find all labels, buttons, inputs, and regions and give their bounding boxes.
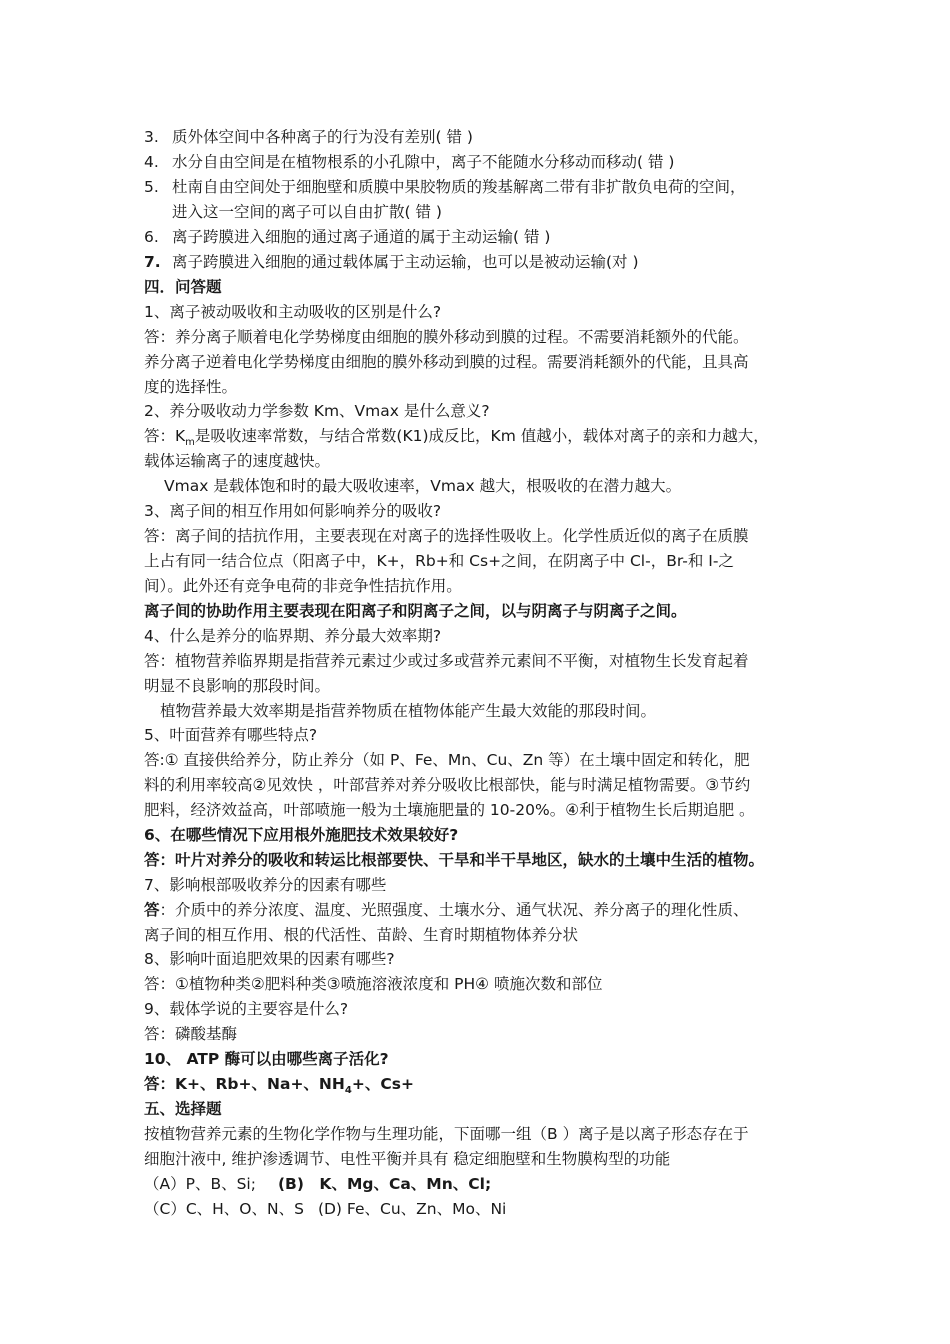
- mc-options-row-2: [144, 1198, 506, 1220]
- tf-item-4: [144, 151, 674, 173]
- answer-1-line-1: 答：养分离子顺着电化学势梯度由细胞的膜外移动到膜的过程。不需要消耗额外的代能。: [144, 328, 749, 346]
- answer-3-line-1: 答：离子间的拮抗作用，主要表现在对离子的选择性吸收上。化学性质近似的离子在质膜: [144, 527, 749, 545]
- item-text: 水分自由空间是在植物根系的小孔隙中，离子不能随水分移动而移动( 错 ): [172, 153, 675, 171]
- subscript-4: 4: [344, 1085, 352, 1097]
- answer-1-line-2: 养分离子逆着电化学势梯度由细胞的膜外移动到膜的过程。需要消耗额外的代能，且具高: [144, 353, 749, 371]
- answer-7-rest: ：介质中的养分浓度、温度、光照强度、土壤水分、通气状况、养分离子的理化性质、: [159, 901, 749, 919]
- answer-9: 答：磷酸基酶: [144, 1025, 238, 1043]
- question-9: 9、载体学说的主要容是什么?: [144, 1000, 349, 1018]
- answer-7-line-2: 离子间的相互作用、根的代活性、苗龄、生育时期植物体养分状: [144, 926, 579, 944]
- section-heading-mc: 五、选择题: [144, 1100, 222, 1118]
- mc-stem-line-2: 细胞汁液中, 维护渗透调节、电性平衡并具有 稳定细胞壁和生物膜构型的功能: [144, 1150, 671, 1168]
- subscript-m: m: [185, 437, 195, 449]
- tf-item-7: [144, 251, 639, 273]
- question-3: 3、离子间的相互作用如何影响养分的吸收?: [144, 502, 442, 520]
- answer-2-rest: 是吸收速率常数，与结合常数(K1)成反比，Km 值越小，载体对离子的亲和力越大，: [194, 427, 769, 445]
- answer-10-rest: +、Cs+: [351, 1075, 414, 1093]
- answer-2-line-2: 载体运输离子的速度越快。: [144, 452, 331, 470]
- item-number: 3.: [144, 128, 159, 146]
- item-number: 4.: [144, 153, 159, 171]
- mc-stem-line-1: 按植物营养元素的生物化学作物与生理功能，下面哪一组（B ）离子是以离子形态存在于: [144, 1125, 749, 1143]
- question-8: 8、影响叶面追肥效果的因素有哪些?: [144, 950, 395, 968]
- answer-3-bold-line: 离子间的协助作用主要表现在阳离子和阴离子之间，以与阴离子与阴离子之间。: [144, 602, 687, 620]
- item-text: 质外体空间中各种离子的行为没有差别( 错 ): [172, 128, 473, 146]
- answer-7-line-1: [144, 899, 749, 921]
- section-heading-qa: 四．问答题: [144, 278, 222, 296]
- tf-item-5: [144, 176, 746, 198]
- answer-5-line-2: 料的利用率较高②见效快 ，叶部营养对养分吸收比根部快，能与时满足植物需要。③节约: [144, 776, 751, 794]
- option-b: (B) K、Mg、Ca、Mn、Cl;: [277, 1175, 492, 1193]
- answer-8: 答：①植物种类②肥料种类③喷施溶液浓度和 PH④ 喷施次数和部位: [144, 975, 603, 993]
- answer-3-line-3: 间）。此外还有竞争电荷的非竞争性拮抗作用。: [144, 577, 462, 595]
- answer-2-prefix: 答：K: [144, 427, 186, 445]
- answer-1-line-3: 度的选择性。: [144, 378, 238, 396]
- answer-3-line-2: 上占有同一结合位点（阳离子中，K+，Rb+和 Cs+之间，在阴离子中 Cl-，Br-和 I-之: [144, 552, 734, 570]
- tf-item-3: [144, 126, 473, 148]
- question-1: 1、离子被动吸收和主动吸收的区别是什么?: [144, 303, 442, 321]
- tf-item-6: [144, 226, 550, 248]
- question-5: 5、叶面营养有哪些特点?: [144, 726, 318, 744]
- tf-item-5-continued: 进入这一空间的离子可以自由扩散( 错 ): [172, 203, 442, 221]
- question-6: 6、在哪些情况下应用根外施肥技术效果较好?: [144, 826, 459, 844]
- answer-5-line-1: 答:① 直接供给养分，防止养分（如 P、Fe、Mn、Cu、Zn 等）在土壤中固定和转化，肥: [144, 751, 750, 769]
- option-c: （C）C、H、O、N、S: [144, 1200, 304, 1218]
- question-4: 4、什么是养分的临界期、养分最大效率期?: [144, 627, 442, 645]
- item-text: 离子跨膜进入细胞的通过离子通道的属于主动运输( 错 ): [172, 228, 551, 246]
- question-10: 10、 ATP 酶可以由哪些离子活化?: [144, 1050, 389, 1068]
- question-2: 2、养分吸收动力学参数 Km、Vmax 是什么意义?: [144, 402, 490, 420]
- answer-2-line-3: Vmax 是载体饱和时的最大吸收速率，Vmax 越大，根吸收的在潜力越大。: [164, 477, 682, 495]
- answer-5-line-3: 肥料，经济效益高，叶部喷施一般为土壤施肥量的 10-20%。④利于植物生长后期追肥 。: [144, 801, 755, 819]
- option-a: （A）P、B、Si;: [144, 1175, 256, 1193]
- answer-4-line-3: 植物营养最大效率期是指营养物质在植物体能产生最大效能的那段时间。: [160, 702, 657, 720]
- answer-6: 答：叶片对养分的吸收和转运比根部要快、干旱和半干旱地区，缺水的土壤中生活的植物。: [144, 851, 765, 869]
- question-7: 7、影响根部吸收养分的因素有哪些: [144, 876, 387, 894]
- mc-options-row-1: [144, 1173, 491, 1195]
- answer-10-prefix: 答：K+、Rb+、Na+、NH: [144, 1075, 345, 1093]
- item-number: 5.: [144, 178, 159, 196]
- answer-7-prefix: 答: [144, 901, 160, 919]
- item-text: 杜南自由空间处于细胞壁和质膜中果胶物质的羧基解离二带有非扩散负电荷的空间，: [172, 178, 746, 196]
- option-d: (D) Fe、Cu、Zn、Mo、Ni: [317, 1200, 507, 1218]
- item-number: 7.: [144, 253, 161, 271]
- answer-4-line-2: 明显不良影响的那段时间。: [144, 677, 331, 695]
- item-number: 6.: [144, 228, 159, 246]
- answer-4-line-1: 答：植物营养临界期是指营养元素过少或过多或营养元素间不平衡，对植物生长发育起着: [144, 652, 749, 670]
- item-text: 离子跨膜进入细胞的通过载体属于主动运输，也可以是被动运输(对 ): [172, 253, 639, 271]
